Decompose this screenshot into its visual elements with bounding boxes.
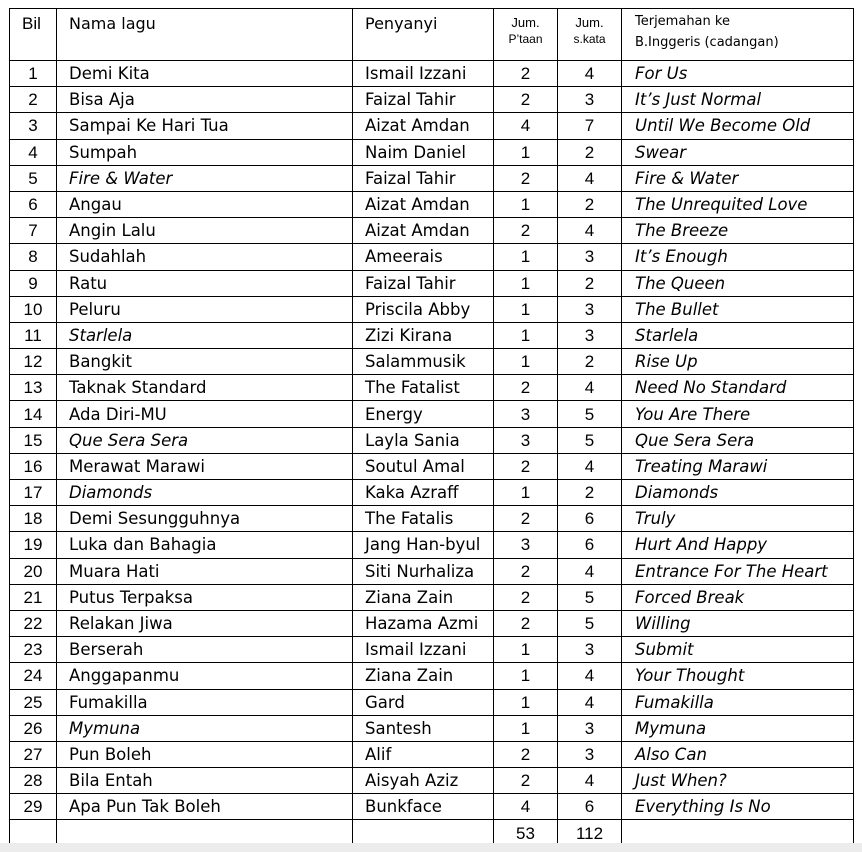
table-row bbox=[10, 427, 854, 453]
cell-nama-lagu: Pun Boleh bbox=[57, 741, 353, 767]
cell-penyanyi: Layla Sania bbox=[353, 427, 494, 453]
header-jum-skata-top: Jum. bbox=[575, 15, 604, 30]
cell-nama-lagu: Sudahlah bbox=[57, 244, 353, 270]
cell-penyanyi: Faizal Tahir bbox=[353, 165, 494, 191]
cell-nama-lagu: Angin Lalu bbox=[57, 218, 353, 244]
cell-jum-ptaan: 2 bbox=[494, 87, 558, 113]
header-jum-skata-sub: s.kata bbox=[573, 32, 606, 46]
cell-terjemahan: Fumakilla bbox=[622, 689, 854, 715]
cell-jum-ptaan: 4 bbox=[494, 113, 558, 139]
table-header-row bbox=[10, 9, 854, 61]
table-row bbox=[10, 768, 854, 794]
cell-jum-skata: 3 bbox=[558, 87, 622, 113]
cell-bil: 24 bbox=[10, 663, 57, 689]
header-terjemahan bbox=[622, 9, 854, 61]
cell-bil: 4 bbox=[10, 139, 57, 165]
cell-jum-ptaan: 2 bbox=[494, 768, 558, 794]
cell-nama-lagu: Fumakilla bbox=[57, 689, 353, 715]
table-row bbox=[10, 296, 854, 322]
cell-nama-lagu: Ada Diri-MU bbox=[57, 401, 353, 427]
cell-jum-ptaan: 1 bbox=[494, 139, 558, 165]
cell-penyanyi: The Fatalis bbox=[353, 506, 494, 532]
cell-bil: 27 bbox=[10, 741, 57, 767]
cell-penyanyi: Naim Daniel bbox=[353, 139, 494, 165]
cell-jum-ptaan: 1 bbox=[494, 715, 558, 741]
cell-bil: 23 bbox=[10, 637, 57, 663]
header-penyanyi: Penyanyi bbox=[353, 9, 494, 61]
cell-nama-lagu: Que Sera Sera bbox=[57, 427, 353, 453]
cell-bil: 7 bbox=[10, 218, 57, 244]
cell-nama-lagu: Starlela bbox=[57, 322, 353, 348]
cell-nama-lagu: Bangkit bbox=[57, 349, 353, 375]
table-row bbox=[10, 87, 854, 113]
cell-nama-lagu: Taknak Standard bbox=[57, 375, 353, 401]
cell-nama-lagu: Angau bbox=[57, 191, 353, 217]
cell-nama-lagu: Anggapanmu bbox=[57, 663, 353, 689]
cell-nama-lagu: Relakan Jiwa bbox=[57, 610, 353, 636]
cell-terjemahan: Entrance For The Heart bbox=[622, 558, 854, 584]
cell-jum-skata: 6 bbox=[558, 794, 622, 820]
cell-jum-ptaan: 2 bbox=[494, 375, 558, 401]
cell-nama-lagu: Putus Terpaksa bbox=[57, 584, 353, 610]
cell-penyanyi: Aisyah Aziz bbox=[353, 768, 494, 794]
header-nama-lagu: Nama lagu bbox=[57, 9, 353, 61]
cell-penyanyi: Hazama Azmi bbox=[353, 610, 494, 636]
cell-terjemahan: Also Can bbox=[622, 741, 854, 767]
table-row bbox=[10, 532, 854, 558]
table-row bbox=[10, 322, 854, 348]
bottom-scroll-strip bbox=[0, 843, 862, 852]
cell-jum-skata: 4 bbox=[558, 218, 622, 244]
table-row bbox=[10, 584, 854, 610]
cell-jum-ptaan: 1 bbox=[494, 349, 558, 375]
table-row bbox=[10, 113, 854, 139]
table-row bbox=[10, 270, 854, 296]
cell-penyanyi: Aizat Amdan bbox=[353, 113, 494, 139]
cell-jum-skata: 2 bbox=[558, 480, 622, 506]
cell-penyanyi: Alif bbox=[353, 741, 494, 767]
cell-nama-lagu: Merawat Marawi bbox=[57, 453, 353, 479]
cell-terjemahan: Forced Break bbox=[622, 584, 854, 610]
cell-terjemahan: Starlela bbox=[622, 322, 854, 348]
cell-penyanyi: Zizi Kirana bbox=[353, 322, 494, 348]
cell-jum-ptaan: 2 bbox=[494, 453, 558, 479]
cell-terjemahan: Everything Is No bbox=[622, 794, 854, 820]
total-ptaan: 53 bbox=[494, 820, 558, 846]
cell-jum-skata: 4 bbox=[558, 453, 622, 479]
cell-jum-ptaan: 3 bbox=[494, 427, 558, 453]
cell-penyanyi: Faizal Tahir bbox=[353, 270, 494, 296]
cell-jum-skata: 4 bbox=[558, 689, 622, 715]
cell-bil: 25 bbox=[10, 689, 57, 715]
cell-terjemahan: Que Sera Sera bbox=[622, 427, 854, 453]
table-row bbox=[10, 191, 854, 217]
table-row bbox=[10, 506, 854, 532]
cell-terjemahan: You Are There bbox=[622, 401, 854, 427]
cell-bil: 14 bbox=[10, 401, 57, 427]
cell-penyanyi: Energy bbox=[353, 401, 494, 427]
cell-terjemahan: Willing bbox=[622, 610, 854, 636]
table-row bbox=[10, 794, 854, 820]
cell-penyanyi: Kaka Azraff bbox=[353, 480, 494, 506]
cell-jum-ptaan: 1 bbox=[494, 663, 558, 689]
cell-nama-lagu: Muara Hati bbox=[57, 558, 353, 584]
cell-penyanyi: Jang Han-byul bbox=[353, 532, 494, 558]
cell-jum-ptaan: 1 bbox=[494, 322, 558, 348]
cell-jum-skata: 6 bbox=[558, 506, 622, 532]
cell-bil: 13 bbox=[10, 375, 57, 401]
cell-jum-ptaan: 2 bbox=[494, 584, 558, 610]
cell-bil: 12 bbox=[10, 349, 57, 375]
table-row bbox=[10, 401, 854, 427]
cell-jum-skata: 5 bbox=[558, 584, 622, 610]
cell-penyanyi: Aizat Amdan bbox=[353, 218, 494, 244]
cell-nama-lagu: Apa Pun Tak Boleh bbox=[57, 794, 353, 820]
cell-jum-skata: 5 bbox=[558, 401, 622, 427]
cell-penyanyi: Ziana Zain bbox=[353, 584, 494, 610]
cell-jum-ptaan: 2 bbox=[494, 61, 558, 87]
cell-jum-skata: 4 bbox=[558, 558, 622, 584]
cell-terjemahan: Mymuna bbox=[622, 715, 854, 741]
cell-terjemahan: It’s Just Normal bbox=[622, 87, 854, 113]
total-skata: 112 bbox=[558, 820, 622, 846]
cell-bil: 9 bbox=[10, 270, 57, 296]
cell-penyanyi: The Fatalist bbox=[353, 375, 494, 401]
cell-terjemahan: Swear bbox=[622, 139, 854, 165]
cell-penyanyi: Soutul Amal bbox=[353, 453, 494, 479]
cell-bil: 21 bbox=[10, 584, 57, 610]
table-row bbox=[10, 61, 854, 87]
cell-jum-ptaan: 1 bbox=[494, 637, 558, 663]
cell-jum-ptaan: 2 bbox=[494, 165, 558, 191]
cell-jum-skata: 3 bbox=[558, 637, 622, 663]
cell-terjemahan: It’s Enough bbox=[622, 244, 854, 270]
cell-jum-ptaan: 1 bbox=[494, 480, 558, 506]
cell-jum-ptaan: 2 bbox=[494, 741, 558, 767]
cell-bil: 5 bbox=[10, 165, 57, 191]
cell-penyanyi: Aizat Amdan bbox=[353, 191, 494, 217]
cell-terjemahan: Just When? bbox=[622, 768, 854, 794]
cell-nama-lagu: Fire & Water bbox=[57, 165, 353, 191]
cell-terjemahan: The Bullet bbox=[622, 296, 854, 322]
table-row bbox=[10, 741, 854, 767]
cell-penyanyi: Ismail Izzani bbox=[353, 637, 494, 663]
cell-jum-skata: 4 bbox=[558, 61, 622, 87]
cell-penyanyi: Bunkface bbox=[353, 794, 494, 820]
header-bil: Bil bbox=[10, 9, 57, 61]
cell-terjemahan: The Unrequited Love bbox=[622, 191, 854, 217]
cell-bil: 6 bbox=[10, 191, 57, 217]
cell-jum-ptaan: 2 bbox=[494, 558, 558, 584]
cell-nama-lagu: Peluru bbox=[57, 296, 353, 322]
cell-jum-skata: 6 bbox=[558, 532, 622, 558]
cell-jum-ptaan: 1 bbox=[494, 191, 558, 217]
cell-jum-skata: 2 bbox=[558, 349, 622, 375]
cell-jum-skata: 2 bbox=[558, 139, 622, 165]
cell-jum-ptaan: 4 bbox=[494, 794, 558, 820]
cell-nama-lagu: Ratu bbox=[57, 270, 353, 296]
table-row bbox=[10, 480, 854, 506]
cell-jum-ptaan: 3 bbox=[494, 532, 558, 558]
table-row bbox=[10, 244, 854, 270]
cell-nama-lagu: Diamonds bbox=[57, 480, 353, 506]
cell-jum-skata: 3 bbox=[558, 715, 622, 741]
header-jum-ptaan bbox=[494, 9, 558, 61]
cell-jum-ptaan: 1 bbox=[494, 296, 558, 322]
cell-penyanyi: Gard bbox=[353, 689, 494, 715]
cell-jum-ptaan: 1 bbox=[494, 244, 558, 270]
cell-jum-skata: 3 bbox=[558, 322, 622, 348]
cell-penyanyi: Faizal Tahir bbox=[353, 87, 494, 113]
cell-bil: 22 bbox=[10, 610, 57, 636]
table-row bbox=[10, 637, 854, 663]
cell-jum-ptaan: 3 bbox=[494, 401, 558, 427]
cell-terjemahan: Submit bbox=[622, 637, 854, 663]
table-row bbox=[10, 453, 854, 479]
cell-jum-ptaan: 1 bbox=[494, 689, 558, 715]
header-jum-ptaan-sub: P’taan bbox=[508, 32, 543, 46]
cell-terjemahan: Truly bbox=[622, 506, 854, 532]
header-jum-ptaan-top: Jum. bbox=[511, 15, 540, 30]
cell-bil: 20 bbox=[10, 558, 57, 584]
table-row bbox=[10, 349, 854, 375]
cell-bil: 8 bbox=[10, 244, 57, 270]
cell-jum-skata: 4 bbox=[558, 165, 622, 191]
cell-terjemahan: Treating Marawi bbox=[622, 453, 854, 479]
cell-nama-lagu: Sampai Ke Hari Tua bbox=[57, 113, 353, 139]
cell-penyanyi: Siti Nurhaliza bbox=[353, 558, 494, 584]
cell-penyanyi: Ameerais bbox=[353, 244, 494, 270]
table-row bbox=[10, 610, 854, 636]
cell-penyanyi: Priscila Abby bbox=[353, 296, 494, 322]
cell-penyanyi: Ismail Izzani bbox=[353, 61, 494, 87]
cell-jum-skata: 3 bbox=[558, 296, 622, 322]
cell-jum-skata: 5 bbox=[558, 427, 622, 453]
cell-bil: 1 bbox=[10, 61, 57, 87]
cell-penyanyi: Ziana Zain bbox=[353, 663, 494, 689]
table-row bbox=[10, 218, 854, 244]
cell-bil: 11 bbox=[10, 322, 57, 348]
cell-bil: 26 bbox=[10, 715, 57, 741]
cell-jum-ptaan: 2 bbox=[494, 506, 558, 532]
cell-nama-lagu: Demi Sesungguhnya bbox=[57, 506, 353, 532]
cell-penyanyi: Santesh bbox=[353, 715, 494, 741]
cell-terjemahan: The Queen bbox=[622, 270, 854, 296]
cell-bil: 16 bbox=[10, 453, 57, 479]
cell-bil: 3 bbox=[10, 113, 57, 139]
cell-jum-ptaan: 2 bbox=[494, 218, 558, 244]
header-terjemahan-line1: Terjemahan ke bbox=[635, 14, 730, 29]
cell-terjemahan: Your Thought bbox=[622, 663, 854, 689]
table-row bbox=[10, 689, 854, 715]
cell-nama-lagu: Sumpah bbox=[57, 139, 353, 165]
table-row bbox=[10, 663, 854, 689]
cell-jum-skata: 5 bbox=[558, 610, 622, 636]
cell-terjemahan: Hurt And Happy bbox=[622, 532, 854, 558]
cell-terjemahan: Diamonds bbox=[622, 480, 854, 506]
cell-jum-skata: 4 bbox=[558, 375, 622, 401]
table-row bbox=[10, 165, 854, 191]
cell-terjemahan: Rise Up bbox=[622, 349, 854, 375]
cell-nama-lagu: Demi Kita bbox=[57, 61, 353, 87]
header-terjemahan-line2: B.Inggeris (cadangan) bbox=[635, 35, 779, 50]
cell-jum-skata: 4 bbox=[558, 768, 622, 794]
table-row bbox=[10, 139, 854, 165]
cell-nama-lagu: Bila Entah bbox=[57, 768, 353, 794]
cell-bil: 2 bbox=[10, 87, 57, 113]
cell-terjemahan: Until We Become Old bbox=[622, 113, 854, 139]
cell-nama-lagu: Luka dan Bahagia bbox=[57, 532, 353, 558]
cell-bil: 10 bbox=[10, 296, 57, 322]
cell-nama-lagu: Berserah bbox=[57, 637, 353, 663]
cell-terjemahan: Need No Standard bbox=[622, 375, 854, 401]
cell-bil: 19 bbox=[10, 532, 57, 558]
cell-jum-skata: 2 bbox=[558, 270, 622, 296]
cell-jum-skata: 3 bbox=[558, 244, 622, 270]
cell-jum-skata: 7 bbox=[558, 113, 622, 139]
cell-penyanyi: Salammusik bbox=[353, 349, 494, 375]
cell-nama-lagu: Bisa Aja bbox=[57, 87, 353, 113]
cell-jum-ptaan: 1 bbox=[494, 270, 558, 296]
cell-terjemahan: Fire & Water bbox=[622, 165, 854, 191]
table-body bbox=[10, 61, 854, 820]
cell-jum-skata: 2 bbox=[558, 191, 622, 217]
cell-terjemahan: For Us bbox=[622, 61, 854, 87]
cell-jum-ptaan: 2 bbox=[494, 610, 558, 636]
cell-bil: 15 bbox=[10, 427, 57, 453]
cell-bil: 28 bbox=[10, 768, 57, 794]
cell-jum-skata: 4 bbox=[558, 663, 622, 689]
table-row bbox=[10, 558, 854, 584]
header-jum-skata bbox=[558, 9, 622, 61]
song-table bbox=[9, 8, 854, 847]
table-row bbox=[10, 375, 854, 401]
cell-nama-lagu: Mymuna bbox=[57, 715, 353, 741]
table-row bbox=[10, 715, 854, 741]
cell-bil: 18 bbox=[10, 506, 57, 532]
cell-terjemahan: The Breeze bbox=[622, 218, 854, 244]
cell-bil: 17 bbox=[10, 480, 57, 506]
cell-bil: 29 bbox=[10, 794, 57, 820]
cell-jum-skata: 3 bbox=[558, 741, 622, 767]
